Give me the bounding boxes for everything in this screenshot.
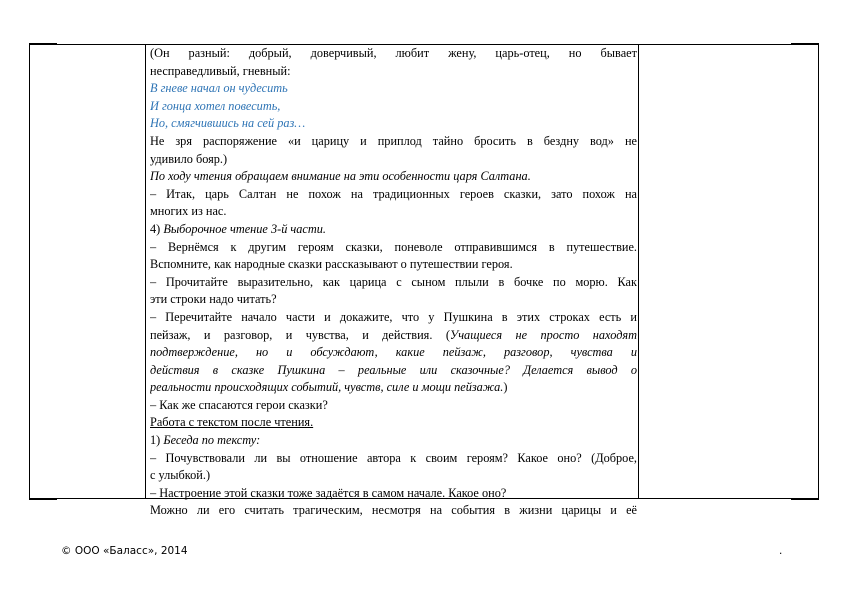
lesson-text-line: В гневе начал он чудесить bbox=[150, 81, 288, 96]
lesson-text-line bbox=[150, 221, 637, 239]
lesson-text-line bbox=[150, 432, 637, 450]
lesson-text-line: Можно ли его считать трагическим, несмотря на события в жизни царицы и её bbox=[150, 503, 637, 518]
lesson-text-line: Работа с текстом после чтения. bbox=[150, 415, 314, 430]
line-segment-regular: пейзаж, и разговор, и чувства, и действия. ( bbox=[150, 327, 450, 342]
line-segment-italic: Учащиеся не просто находят bbox=[449, 327, 637, 342]
lesson-text-line bbox=[150, 327, 637, 345]
lesson-text-line: – Вернёмся к другим героям сказки, поневоле отправившимся в путешествие. bbox=[150, 239, 637, 254]
lesson-text-line: – Почувствовали ли вы отношение автора к своим героям? Какое оно? (Доброе, bbox=[150, 450, 637, 465]
line-segment-italic: Выборочное чтение 3-й части. bbox=[163, 221, 326, 236]
table-right-border bbox=[818, 44, 819, 499]
footer-copyright: © ООО «Баласс», 2014 bbox=[61, 545, 188, 557]
lesson-text-line: – Настроение этой сказки тоже задаётся в самом начале. Какое оно? bbox=[150, 485, 507, 500]
column-divider-2 bbox=[638, 44, 639, 499]
lesson-text-line: эти строки надо читать? bbox=[150, 292, 277, 307]
lesson-text-line: – Итак, царь Салтан не похож на традиционных героев сказки, зато похож на bbox=[150, 186, 637, 201]
lesson-text-line: с улыбкой.) bbox=[150, 468, 211, 483]
lesson-text-line: И гонца хотел повесить, bbox=[150, 98, 281, 113]
line-segment-italic: реальности происходящих событий, чувств, силе и мощи пейзажа. bbox=[150, 380, 504, 395]
lesson-text-line: – Прочитайте выразительно, как царица с сыном плыли в бочке по морю. Как bbox=[150, 274, 637, 289]
lesson-content-cell bbox=[150, 45, 637, 520]
lesson-text-line: удивило бояр.) bbox=[150, 151, 228, 166]
lesson-text-line: подтверждение, но и обсуждают, какие пейзаж, разговор, чувства и bbox=[150, 345, 637, 360]
lesson-text-line: (Он разный: добрый, доверчивый, любит жену, царь-отец, но бывает bbox=[150, 46, 637, 60]
lesson-text-line: По ходу чтения обращаем внимание на эти особенности царя Салтана. bbox=[150, 169, 531, 184]
lesson-table bbox=[29, 44, 819, 518]
lesson-text-line: Не зря распоряжение «и царицу и приплод тайно бросить в бездну вод» не bbox=[150, 133, 637, 148]
lesson-text-line: Вспомните, как народные сказки рассказывают о путешествии героя. bbox=[150, 257, 513, 272]
line-segment-italic: Беседа по тексту: bbox=[163, 433, 261, 448]
lesson-text-line bbox=[150, 379, 637, 397]
lesson-text-line: – Как же спасаются герои сказки? bbox=[150, 397, 328, 412]
lesson-text-line: Но, смягчившись на сей раз… bbox=[150, 116, 306, 131]
table-left-border bbox=[29, 44, 30, 499]
line-segment-regular: 1) bbox=[150, 433, 164, 448]
lesson-text-line: – Перечитайте начало части и докажите, что у Пушкина в этих строках есть и bbox=[150, 309, 637, 324]
footer-page-mark: . bbox=[779, 545, 783, 557]
line-segment-regular: 4) bbox=[150, 221, 164, 236]
lesson-text-line: несправедливый, гневный: bbox=[150, 63, 291, 78]
line-segment-regular: ) bbox=[503, 380, 508, 395]
column-divider-1 bbox=[145, 44, 146, 499]
lesson-text-line: многих из нас. bbox=[150, 204, 227, 219]
lesson-text-line: действия в сказке Пушкина – реальные или сказочные? Делается вывод о bbox=[150, 362, 637, 377]
